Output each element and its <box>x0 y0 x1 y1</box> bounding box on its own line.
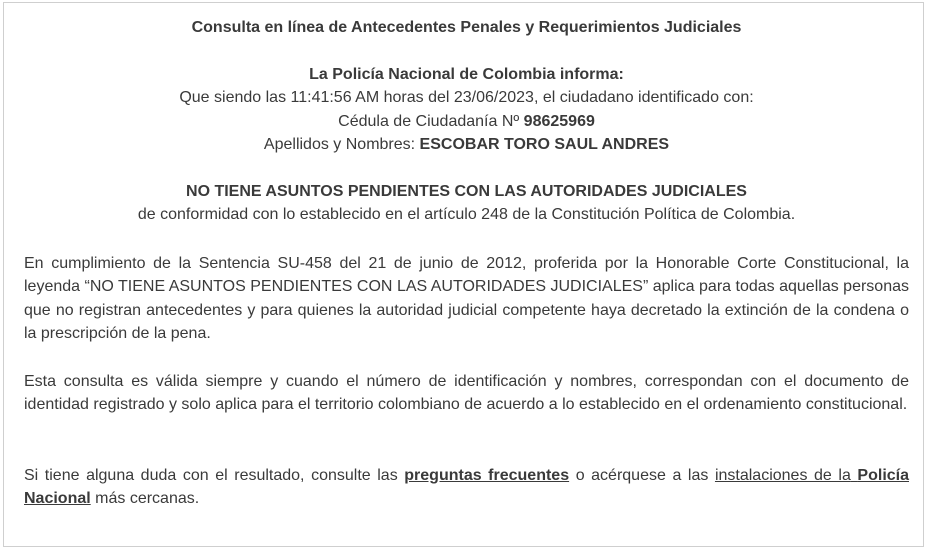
validity-paragraph: Esta consulta es válida siempre y cuando el número de identificación y nombres, correspondan con el documento de identidad registrado y solo aplica para el territorio colombiano de acuerdo a lo establecido en el ordenamiento constitucional. <box>24 373 909 414</box>
names-line <box>24 133 909 156</box>
id-label: Cédula de Ciudadanía Nº <box>338 112 520 130</box>
help-suffix: más cercanas. <box>95 490 200 508</box>
citizen-info <box>24 63 909 157</box>
help-prefix: Si tiene alguna duda con el resultado, consulte las <box>24 467 398 484</box>
facilities-link-bold: Policía Nacional <box>24 467 909 508</box>
facilities-link-text: instalaciones de la <box>714 467 851 484</box>
id-number: 98625969 <box>523 112 595 130</box>
faq-link[interactable]: preguntas frecuentes <box>404 467 570 484</box>
result-basis: de conformidad con lo establecido en el artículo 248 de la Constitución Política de Colombia. <box>137 206 796 224</box>
sentence-paragraph: En cumplimiento de la Sentencia SU-458 del 21 de junio de 2012, proferida por la Honorable Corte Constitucional, la leyenda “NO TIENE ASUNTOS PENDIENTES CON LAS AUTORIDADES JUDICIALES” aplica para todas aquellas personas que no registran antecedentes y para quienes la autoridad judicial competente haya decretado la extinción de la condena o la prescripción de la pena. <box>24 255 909 343</box>
names-value: ESCOBAR TORO SAUL ANDRES <box>419 136 670 154</box>
result-block <box>24 180 909 227</box>
help-middle: o acérquese a las <box>575 467 709 484</box>
result-panel <box>3 2 924 547</box>
help-paragraph <box>24 464 909 511</box>
id-line <box>24 110 909 133</box>
result-status: NO TIENE ASUNTOS PENDIENTES CON LAS AUTORIDADES JUDICIALES <box>186 183 747 200</box>
page-title: Consulta en línea de Antecedentes Penales y Requerimientos Judiciales <box>191 19 742 36</box>
info-heading: La Policía Nacional de Colombia informa: <box>309 66 624 83</box>
query-time-line: Que siendo las 11:41:56 AM horas del 23/06/2023, el ciudadano identificado con: <box>179 89 754 107</box>
names-label: Apellidos y Nombres: <box>263 136 416 154</box>
